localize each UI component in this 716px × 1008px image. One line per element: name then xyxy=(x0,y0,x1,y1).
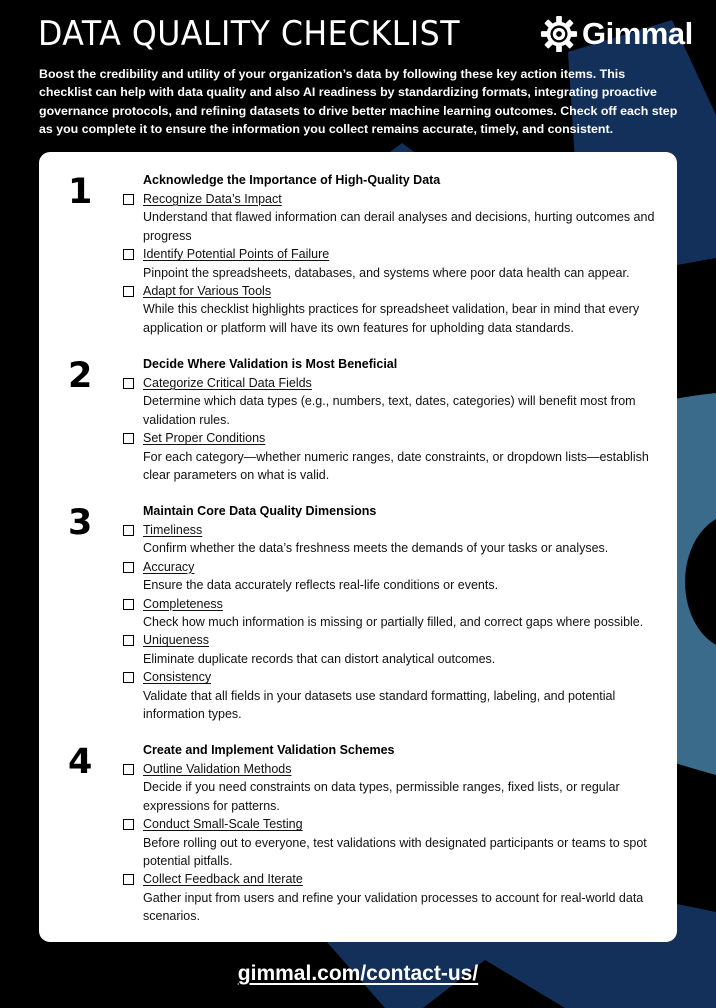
checkbox[interactable] xyxy=(123,819,134,830)
checkbox[interactable] xyxy=(123,194,134,205)
item-description: For each category—whether numeric ranges, date constraints, or dropdown lists—establish clear parameters on what is valid. xyxy=(143,449,649,483)
item-label: Timeliness xyxy=(143,523,203,537)
checkbox[interactable] xyxy=(123,378,134,389)
checklist-item xyxy=(123,374,663,429)
section-number: 3 xyxy=(68,503,93,543)
item-label: Accuracy xyxy=(143,559,195,574)
item-label: Outline Validation Methods xyxy=(143,762,292,776)
gimmal-logo xyxy=(540,14,693,54)
gear-icon xyxy=(540,15,578,53)
section-number: 1 xyxy=(68,172,93,212)
checkbox[interactable] xyxy=(123,562,134,573)
item-label: Identify Potential Points of Failure xyxy=(143,247,330,262)
item-label: Completeness xyxy=(143,596,223,611)
checkbox[interactable] xyxy=(123,635,134,646)
checkbox[interactable] xyxy=(123,764,134,775)
item-description: Determine which data types (e.g., numbers, text, dates, categories) will benefit most from validation rules. xyxy=(143,394,636,427)
checklist-item xyxy=(123,429,663,484)
checkbox[interactable] xyxy=(123,286,134,297)
checklist-item xyxy=(123,521,663,558)
contact-link[interactable]: gimmal.com/contact-us/ xyxy=(237,962,479,985)
section-items xyxy=(123,190,663,337)
checklist-item xyxy=(123,870,663,925)
item-description: Gather input from users and refine your validation processes to account for real-world data scenarios. xyxy=(143,890,644,924)
section-heading: Create and Implement Validation Schemes xyxy=(143,743,395,757)
checkbox[interactable] xyxy=(123,599,134,610)
item-description: Eliminate duplicate records that can distort analytical outcomes. xyxy=(143,651,496,666)
checklist-item xyxy=(123,595,663,632)
item-description: Before rolling out to everyone, test validations with designated participants or teams to spot potential pitfalls. xyxy=(143,835,647,869)
item-label: Consistency xyxy=(143,670,212,685)
item-label: Collect Feedback and Iterate xyxy=(143,872,303,887)
checkbox[interactable] xyxy=(123,249,134,260)
checklist-item xyxy=(123,668,663,723)
item-label: Set Proper Conditions xyxy=(143,431,266,446)
checklist-item xyxy=(123,631,663,668)
item-label: Recognize Data’s Impact xyxy=(143,192,282,206)
section-items xyxy=(123,521,663,723)
checklist-item xyxy=(123,245,663,282)
section-number: 2 xyxy=(68,356,93,396)
checklist-item xyxy=(123,558,663,595)
item-description: While this checklist highlights practices for spreadsheet validation, bear in mind that every application or platform will have its own features for upholding data standards. xyxy=(143,302,640,335)
checkbox[interactable] xyxy=(123,874,134,885)
item-label: Uniqueness xyxy=(143,633,210,648)
item-description: Confirm whether the data’s freshness meets the demands of your tasks or analyses. xyxy=(143,541,609,556)
section-heading: Decide Where Validation is Most Beneficial xyxy=(143,357,398,371)
item-label: Categorize Critical Data Fields xyxy=(143,376,312,390)
section-heading: Acknowledge the Importance of High-Quality Data xyxy=(143,173,441,187)
item-description: Check how much information is missing or partially filled, and correct gaps where possible. xyxy=(143,615,644,630)
intro-paragraph: Boost the credibility and utility of your organization’s data by following these key action items. This checklist can help with data quality and also AI readiness by standardizing formats, integrating proactive governance protocols, and refining datasets to drive better machine learning outcomes. Check off each step as you complete it to ensure the information you collect remains accurate, timely, and consistent. xyxy=(39,67,678,137)
checkbox[interactable] xyxy=(123,672,134,683)
checkbox[interactable] xyxy=(123,525,134,536)
section-heading: Maintain Core Data Quality Dimensions xyxy=(143,504,377,518)
section-number: 4 xyxy=(68,742,93,782)
item-label: Conduct Small-Scale Testing xyxy=(143,817,303,832)
item-description: Pinpoint the spreadsheets, databases, and systems where poor data health can appear. xyxy=(143,265,630,280)
item-description: Ensure the data accurately reflects real-life conditions or events. xyxy=(143,578,499,593)
item-label: Adapt for Various Tools xyxy=(143,284,272,299)
checklist-item xyxy=(123,282,663,337)
checklist-item xyxy=(123,190,663,245)
item-description: Validate that all fields in your datasets use standard formatting, labeling, and potential information types. xyxy=(143,688,616,722)
checklist-item xyxy=(123,815,663,870)
page-title: DATA QUALITY CHECKLIST xyxy=(38,14,461,54)
item-description: Understand that flawed information can derail analyses and decisions, hurting outcomes and progress xyxy=(143,210,655,243)
logo-wordmark: Gimmal xyxy=(582,16,693,51)
item-description: Decide if you need constraints on data types, permissible ranges, fixed lists, or regular expressions for patterns. xyxy=(143,780,620,813)
section-items xyxy=(123,760,663,926)
checklist-item xyxy=(123,760,663,815)
checklist-card xyxy=(39,152,677,942)
section-items xyxy=(123,374,663,484)
checkbox[interactable] xyxy=(123,433,134,444)
